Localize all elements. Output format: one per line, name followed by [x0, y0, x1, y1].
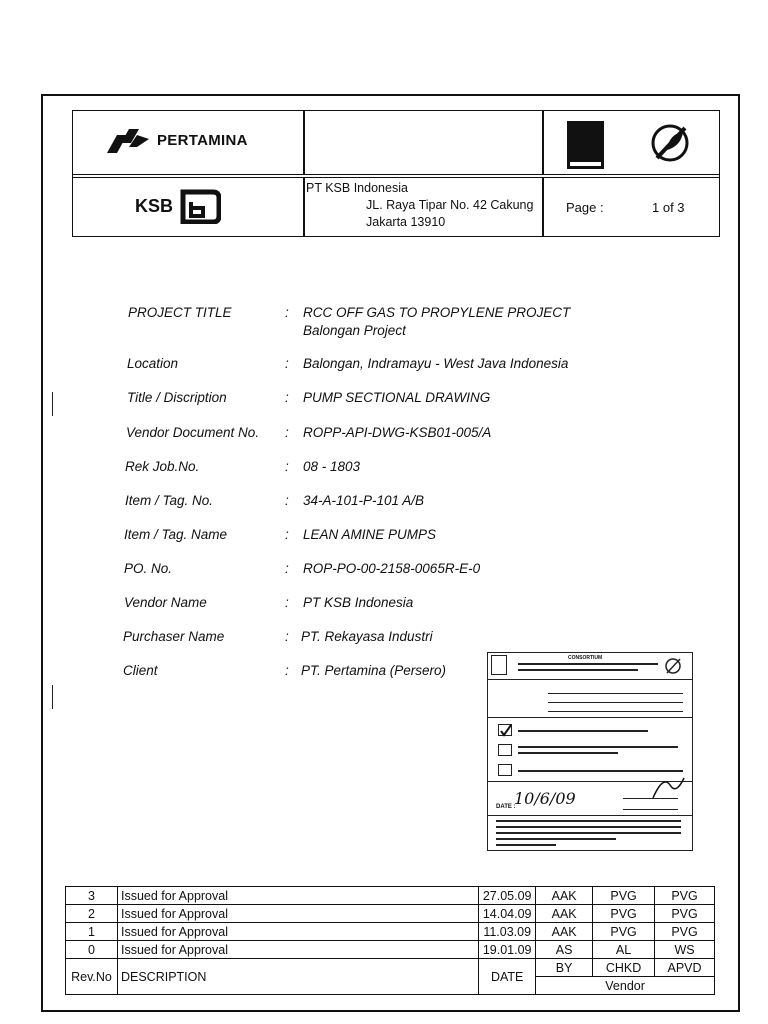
field-value: PT. Rekayasa Industri — [301, 629, 433, 644]
page-label: Page : — [566, 200, 604, 215]
field-label: Item / Tag. Name — [124, 527, 228, 542]
address-line-1: JL. Raya Tipar No. 42 Cakung — [366, 198, 534, 212]
stamp-logo-icon — [491, 655, 507, 675]
consortium-leaf-icon — [647, 120, 693, 166]
pertamina-logo — [103, 125, 248, 155]
header-chkd: CHKD — [593, 959, 655, 977]
stamp-date-label: DATE : — [496, 804, 516, 810]
stamp-checkbox — [498, 764, 512, 776]
stamp-signature-icon — [648, 773, 688, 803]
field-value: 08 - 1803 — [303, 459, 361, 474]
field-value: 34-A-101-P-101 A/B — [303, 493, 425, 508]
field-label: Rek Job.No. — [125, 459, 200, 474]
revision-table — [65, 886, 715, 995]
field-value: ROP-PO-00-2158-0065R-E-0 — [303, 561, 481, 576]
consortium-approval-stamp — [487, 652, 693, 851]
field-value: LEAN AMINE PUMPS — [303, 527, 437, 542]
field-label: Vendor Name — [124, 595, 207, 610]
table-header-row — [66, 959, 715, 977]
ksb-mark-icon — [177, 188, 221, 224]
pertamina-logo-text: PERTAMINA — [157, 131, 248, 149]
header-by: BY — [536, 959, 593, 977]
field-label: Title / Discription — [127, 390, 227, 405]
field-label: Location — [127, 356, 179, 371]
field-label: Item / Tag. No. — [125, 493, 214, 508]
pertamina-arrow-icon — [103, 125, 151, 155]
title-block-header — [72, 110, 720, 237]
header-address-row — [73, 177, 719, 237]
field-value: PT KSB Indonesia — [303, 595, 414, 610]
table-row: 3 Issued for Approval 27.05.09 AAK PVG PVG — [66, 887, 715, 905]
field-value: PUMP SECTIONAL DRAWING — [303, 390, 491, 405]
vendor-address — [306, 180, 533, 231]
stamp-date-value: 10/6/09 — [514, 789, 576, 808]
field-value: ROPP-API-DWG-KSB01-005/A — [303, 425, 492, 440]
vendor-company: PT KSB Indonesia — [306, 181, 408, 195]
field-label: Purchaser Name — [123, 629, 225, 644]
ksb-logo — [135, 188, 221, 224]
field-value: PT. Pertamina (Persero) — [301, 663, 447, 678]
table-row: 2 Issued for Approval 14.04.09 AAK PVG PVG — [66, 905, 715, 923]
field-value: RCC OFF GAS TO PROPYLENE PROJECT — [303, 305, 571, 320]
table-row: 1 Issued for Approval 11.03.09 AAK PVG PVG — [66, 923, 715, 941]
table-row: 0 Issued for Approval 19.01.09 AS AL WS — [66, 941, 715, 959]
stamp-checkbox-checked — [498, 724, 512, 736]
stamp-checkbox — [498, 744, 512, 756]
ksb-logo-text: KSB — [135, 195, 174, 216]
address-line-2: Jakarta 13910 — [366, 215, 446, 229]
field-value-2: Balongan Project — [303, 323, 406, 338]
page-number: 1 of 3 — [652, 200, 685, 215]
field-value: Balongan, Indramayu - West Java Indonesia — [303, 356, 569, 371]
stamp-title: CONSORTIUM — [568, 655, 603, 661]
field-label: Vendor Document No. — [126, 425, 260, 440]
header-rev-no: Rev.No — [66, 959, 118, 995]
rekayasa-logo — [567, 121, 604, 169]
header-logo-row — [73, 111, 719, 175]
field-label: PO. No. — [124, 561, 173, 576]
header-description: DESCRIPTION — [117, 959, 478, 995]
header-date: DATE — [479, 959, 536, 995]
field-label: PROJECT TITLE — [128, 305, 232, 320]
header-vendor: Vendor — [536, 977, 715, 995]
stamp-leaf-icon — [664, 657, 682, 675]
field-label: Client — [123, 663, 158, 678]
header-apvd: APVD — [655, 959, 715, 977]
